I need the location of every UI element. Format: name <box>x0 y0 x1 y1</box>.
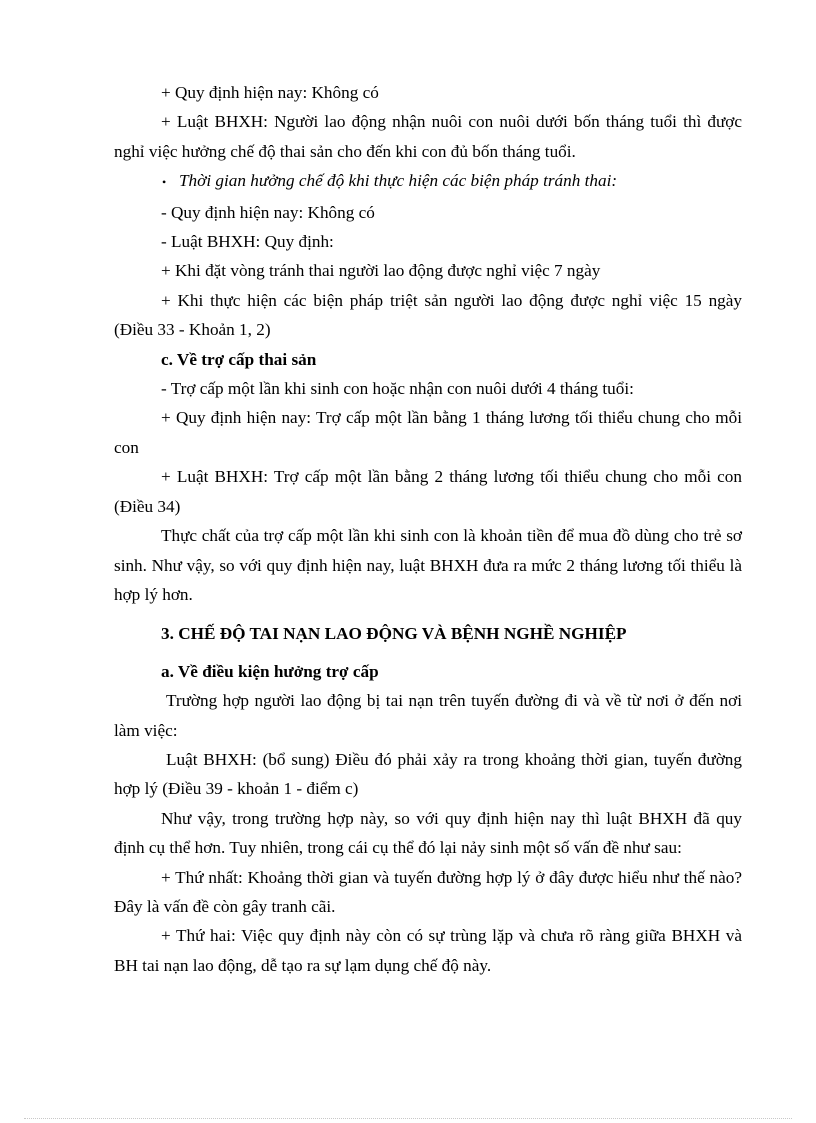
document-body <box>114 78 742 980</box>
subsection-heading: a. Về điều kiện hưởng trợ cấp <box>161 661 379 681</box>
bullet-item <box>114 166 742 197</box>
paragraph: + Quy định hiện nay: Không có <box>161 83 379 102</box>
paragraph: + Khi đặt vòng tránh thai người lao động được nghỉ việc 7 ngày <box>161 261 601 281</box>
paragraph: Thực chất của trợ cấp một lần khi sinh con là khoản tiền để mua đồ dùng cho trẻ sơ sinh. Như vậy, so với quy định hiện nay, luật BHXH đưa ra mức 2 tháng lương tối thiểu là hợp lý hơn. <box>114 526 742 604</box>
section-heading: 3. CHẾ ĐỘ TAI NẠN LAO ĐỘNG VÀ BỆNH NGHỀ NGHIỆP <box>161 624 627 644</box>
paragraph: Luật BHXH: (bổ sung) Điều đó phải xảy ra trong khoảng thời gian, tuyến đường hợp lý (Điều 39 - khoản 1 - điểm c) <box>114 749 742 799</box>
bullet-text: Thời gian hưởng chế độ khi thực hiện các biện pháp tránh thai: <box>179 171 618 191</box>
paragraph: Trường hợp người lao động bị tai nạn trên tuyến đường đi và về từ nơi ở đến nơi làm việc: <box>114 691 742 740</box>
paragraph: - Luật BHXH: Quy định: <box>161 232 334 252</box>
paragraph: + Khi thực hiện các biện pháp triệt sản người lao động được nghỉ việc 15 ngày (Điều 33 - Khoản 1, 2) <box>114 290 742 340</box>
footer-divider <box>24 1118 792 1119</box>
paragraph: + Quy định hiện nay: Trợ cấp một lần bằng 1 tháng lương tối thiểu chung cho mỗi con <box>114 408 742 457</box>
subsection-heading: c. Về trợ cấp thai sản <box>161 349 317 369</box>
paragraph: + Thứ hai: Việc quy định này còn có sự trùng lặp và chưa rõ ràng giữa BHXH và BH tai nạn lao động, dễ tạo ra sự lạm dụng chế độ này. <box>114 926 742 975</box>
paragraph: + Luật BHXH: Người lao động nhận nuôi con nuôi dưới bốn tháng tuổi thì được nghỉ việc hưởng chế độ thai sản cho đến khi con đủ bốn tháng tuổi. <box>114 112 742 161</box>
paragraph: Như vậy, trong trường hợp này, so với quy định hiện nay thì luật BHXH đã quy định cụ thể hơn. Tuy nhiên, trong cái cụ thể đó lại nảy sinh một số vấn đề như sau: <box>114 808 742 858</box>
paragraph: + Thứ nhất: Khoảng thời gian và tuyến đường hợp lý ở đây được hiểu như thế nào? Đây là vấn đề còn gây tranh cãi. <box>114 867 742 916</box>
paragraph: + Luật BHXH: Trợ cấp một lần bằng 2 tháng lương tối thiểu chung cho mỗi con (Điều 34) <box>114 467 742 516</box>
paragraph: - Quy định hiện nay: Không có <box>161 202 375 222</box>
paragraph: - Trợ cấp một lần khi sinh con hoặc nhận con nuôi dưới 4 tháng tuổi: <box>161 379 634 399</box>
bullet-icon: • <box>162 175 167 190</box>
